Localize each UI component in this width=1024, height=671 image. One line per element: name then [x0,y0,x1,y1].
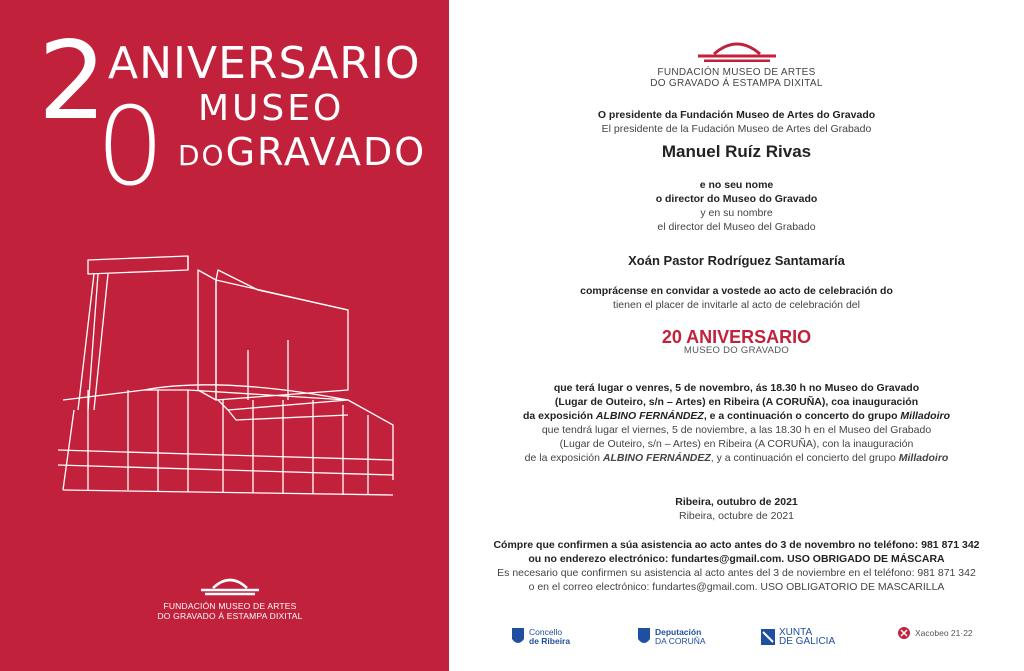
foundation-logo-icon [195,572,265,596]
director-intro: e no seu nome o director do Museo do Gravado y en su nombre el director del Museo del Grabado [655,179,818,233]
flag-icon [761,626,775,648]
sponsor-xunta: XUNTA DE GALICIA [761,626,835,648]
museum-building-illustration [48,250,398,500]
event-details: que terá lugar o venres, 5 de novembro, ás 18.30 h no Museo do Gravado (Lugar de Outeiro, s/n – Artes) en Ribeira (A CORUÑA), coa inauguración da exposición ALBINO FERNÁNDEZ, e a continuación o concerto do grupo Milladoiro que tendrá lugar el viernes, 5 de noviembre, a las 18.30 h en el Museo del Grabado (Lugar de Outeiro, s/n – Artes) en Ribeira (A CORUÑA), con la inauguración de la exposición ALBINO FERNÁNDEZ, y a continuación el concierto del grupo Milladoiro [522,382,951,464]
title-aniversario: ANIVERSARIO [108,38,421,89]
title-museo: MUSEO [198,88,345,129]
confirm-block: Cómpre que confirmen a súa asistencia ao acto antes do 3 de novembro no teléfono: 981 871 342 ou no enderezo electrónico: fundartes@gmail.com. USO OBRIGADO DE MÁSCARA Es necesario que confirmen su asistencia al acto antes del 3 de noviembre en el teléfono: 981 871 342 o en el correo electrónico: fundartes@gmail.com. USO OBLIGATORIO DE MASCARILLA [493,539,980,593]
intro-block: O presidente da Fundación Museo de Artes do Gravado El presidente de la Fudación Museo de Artes del Grabado [597,109,876,135]
right-panel [449,0,1024,671]
left-foundation-logo: FUNDACIÓN MUSEO DE ARTES DO GRAVADO Á ESTAMPA DIXITAL [150,572,310,621]
sponsor-deputacion: Deputación DA CORUÑA [637,626,706,648]
title-do-gravado: DOGRAVADO [178,130,427,174]
sponsor-logos [449,626,1024,656]
sponsor-concello-ribeira: Concello de Ribeira [511,626,570,648]
shield-icon [511,626,525,648]
left-panel [0,0,449,671]
xacobeo-icon [897,626,911,640]
right-foundation-logo: FUNDACIÓN MUSEO DE ARTES DO GRAVADO Á ESTAMPA DIXITAL [449,34,1024,89]
invite-block: comprácense en convidar a vostede ao acto de celebración do tienen el placer de invitarle al acto de celebración del [580,285,893,311]
event-title-block: 20 ANIVERSARIO MUSEO DO GRAVADO [661,327,812,356]
digit-2: 2 [38,19,107,144]
sponsor-xacobeo: Xacobeo 21·22 [897,626,973,640]
shield-icon [637,626,651,648]
place-date: Ribeira, outubro de 2021 Ribeira, octubre de 2021 [675,496,798,522]
foundation-logo-icon [692,34,782,62]
president-name: Manuel Ruíz Rivas [661,142,812,161]
director-name: Xoán Pastor Rodríguez Santamaría [628,253,845,268]
digit-0: 0 [96,85,165,210]
